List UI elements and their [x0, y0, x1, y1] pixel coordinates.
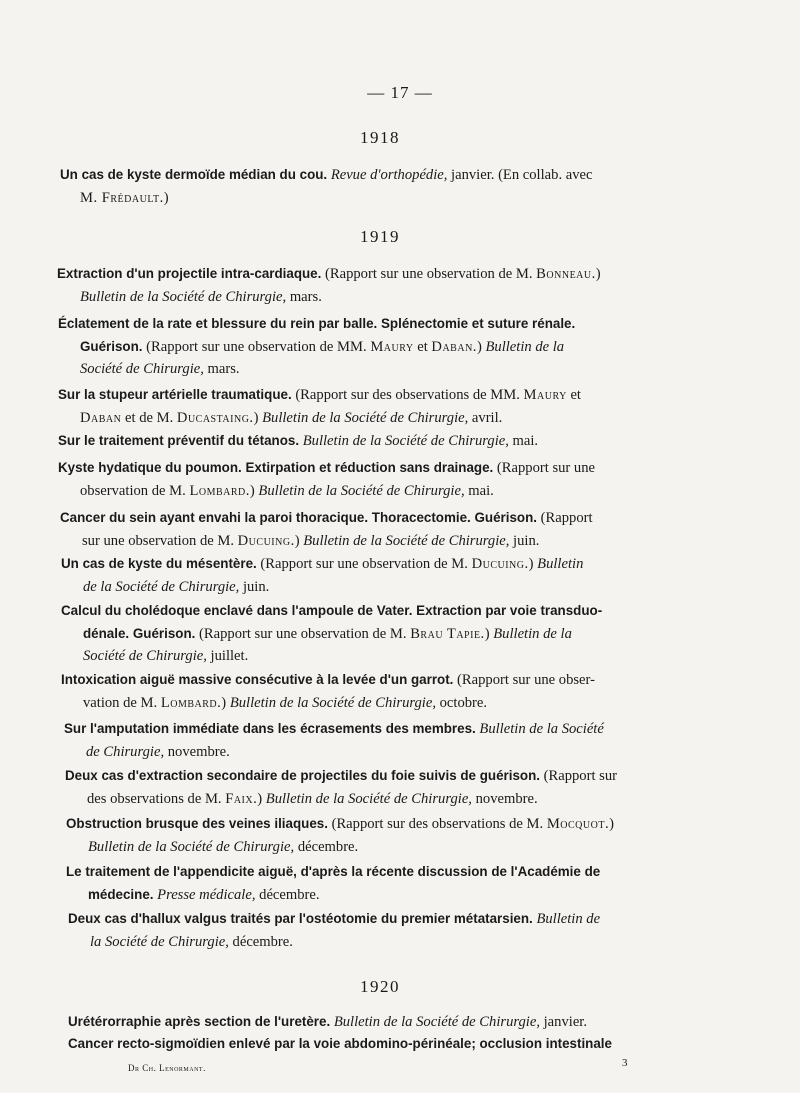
entry-details: (Rapport sur des observations de M. — [327, 816, 547, 832]
entry-author: M. Frédault. — [80, 189, 164, 206]
entry-close: ) — [595, 266, 601, 282]
entry-details: (Rapport sur une — [493, 460, 595, 476]
entry-journal: Bulletin de la Société de Chirurgie, — [80, 288, 287, 305]
entry-title: Sur l'amputation immédiate dans les écrasements des membres. — [64, 721, 476, 736]
entry-date: janvier. — [539, 1014, 587, 1030]
year-heading-1918: 1918 — [360, 128, 400, 147]
entry-details: (Rapport sur une observation de MM. — [142, 338, 371, 355]
year-heading-1919: 1919 — [360, 227, 400, 246]
page-number: — 17 — — [367, 83, 433, 102]
bibliography-entry — [57, 263, 698, 308]
entry-date: novembre. — [164, 743, 230, 760]
entry-title: Deux cas d'extraction secondaire de projectiles du foie suivis de guérison. — [65, 768, 540, 783]
entry-journal: Bulletin de la — [489, 625, 572, 642]
entry-title: Urétérorraphie après section de l'uretère. — [68, 1014, 331, 1029]
entry-conjunction: et de M. — [121, 409, 177, 426]
entry-date: juillet. — [206, 648, 249, 665]
entry-date: avril. — [468, 409, 503, 426]
bibliography-entry — [58, 457, 698, 502]
entry-close: ) — [249, 482, 255, 499]
entry-journal: Bulletin de la Société de Chirurgie, — [254, 482, 465, 499]
entry-title: Calcul du cholédoque enclavé dans l'ampoule de Vater. Extraction par voie transduo- — [61, 603, 603, 618]
entry-title: Deux cas d'hallux valgus traités par l'ostéotomie du premier métatarsien. — [68, 911, 533, 926]
entry-journal: Presse médicale, — [153, 886, 256, 903]
entry-title: Sur la stupeur artérielle traumatique. — [58, 387, 292, 402]
entry-details: observation de M. — [80, 482, 190, 499]
bibliography-entry — [58, 384, 698, 429]
bibliography-entry — [66, 813, 698, 858]
entry-title: Un cas de kyste dermoïde médian du cou. — [60, 167, 328, 182]
year-heading-1920: 1920 — [360, 977, 400, 996]
bibliography-entry — [58, 313, 698, 381]
bibliography-entry — [68, 908, 698, 953]
entry-journal: Bulletin de la Société de Chirurgie, — [226, 694, 436, 711]
entry-author: Mocquot. — [546, 816, 610, 832]
entry-journal-continued: la Société de Chirurgie, — [90, 933, 229, 950]
entry-title: Cancer recto-sigmoïdien enlevé par la voie abdomino-périnéale; occlusion intestinale — [68, 1036, 612, 1051]
entry-details: vation de M. — [83, 694, 161, 711]
entry-title-continued: Guérison. — [80, 338, 143, 354]
bibliography-entry — [64, 718, 698, 763]
entry-details: janvier. (En collab. avec — [447, 167, 593, 183]
entry-title: Cancer du sein ayant envahi la paroi thoracique. Thoracectomie. Guérison. — [60, 510, 537, 525]
bibliography-entry — [61, 553, 698, 598]
bibliography-entry — [66, 861, 698, 906]
entry-author: Ducuing. — [471, 556, 529, 572]
bibliography-entry — [61, 669, 698, 714]
bibliography-entry — [68, 1033, 698, 1056]
entry-date: mai. — [508, 433, 539, 449]
entry-journal-continued: Société de Chirurgie, — [80, 361, 204, 378]
entry-author: Maury — [370, 338, 414, 355]
entry-close: ) — [253, 409, 259, 426]
entry-title-continued: dénale. Guérison. — [83, 625, 196, 641]
entry-title: Obstruction brusque des veines iliaques. — [66, 816, 328, 831]
bibliography-entry — [58, 430, 698, 453]
entry-date: décembre. — [255, 886, 320, 903]
entry-close: ) — [484, 625, 490, 642]
entry-journal-continued: de Chirurgie, — [86, 743, 165, 760]
entry-author: Ducastaing. — [176, 409, 254, 426]
signature-mark: 3 — [622, 1057, 628, 1069]
entry-close: ) — [221, 694, 227, 711]
entry-details: (Rapport sur une observation de M. — [256, 556, 472, 572]
entry-date: décembre. — [228, 933, 293, 950]
entry-title: Éclatement de la rate et blessure du rein par balle. Splénectomie et suture rénale. — [58, 316, 576, 331]
entry-title: Le traitement de l'appendicite aiguë, d'après la récente discussion de l'Académie de — [66, 864, 601, 879]
entry-author: Faix. — [225, 790, 258, 807]
entry-author: Lombard. — [189, 482, 250, 499]
entry-journal-continued: Société de Chirurgie, — [83, 648, 207, 665]
entry-details: (Rapport sur des observations de MM. — [291, 387, 524, 403]
entry-title: Sur le traitement préventif du tétanos. — [58, 433, 300, 448]
entry-author: Ducuing. — [237, 532, 295, 549]
bibliography-entry — [60, 164, 698, 209]
entry-title: Un cas de kyste du mésentère. — [61, 556, 257, 571]
entry-close: ) — [528, 556, 534, 572]
entry-journal: Bulletin de la Société de Chirurgie, — [88, 838, 295, 855]
entry-details: (Rapport sur une observation de M. — [195, 625, 411, 642]
entry-journal: Revue d'orthopédie, — [330, 167, 448, 183]
entry-author: Bonneau. — [536, 266, 596, 282]
entry-details: des observations de M. — [87, 790, 226, 807]
entry-date: mars. — [286, 288, 322, 305]
entry-conjunction: et — [566, 387, 581, 403]
entry-journal: Bulletin de la — [481, 338, 565, 355]
bibliography-entry — [68, 1011, 698, 1034]
entry-details: (Rapport sur — [539, 768, 617, 784]
entry-close: ) — [163, 189, 169, 206]
bibliography-entry — [60, 507, 698, 552]
entry-journal: Bulletin de la Société de Chirurgie, — [299, 433, 509, 449]
entry-close: ) — [609, 816, 614, 832]
entry-details: (Rapport sur une observation de M. — [321, 266, 537, 282]
entry-date: juin. — [239, 578, 270, 595]
entry-journal: Bulletin de la Société de Chirurgie, — [299, 532, 510, 549]
entry-conjunction: et — [413, 338, 432, 355]
entry-close: ) — [257, 790, 263, 807]
entry-author: Daban. — [431, 338, 477, 355]
entry-date: octobre. — [435, 694, 488, 711]
entry-journal: Bulletin de la Société de Chirurgie, — [262, 790, 472, 807]
entry-author: Lombard. — [160, 694, 222, 711]
entry-author: Brau Tapie. — [410, 625, 485, 642]
entry-date: novembre. — [471, 790, 538, 807]
entry-title-continued: médecine. — [88, 886, 154, 902]
bibliography-entry — [65, 765, 698, 810]
entry-details: sur une observation de M. — [82, 532, 238, 549]
entry-author: Daban — [80, 409, 122, 426]
entry-author: Maury — [523, 387, 567, 403]
entry-title: Extraction d'un projectile intra-cardiaque. — [57, 266, 322, 281]
footer-author: Dr Ch. Lenormant. — [128, 1063, 206, 1073]
entry-journal: Bulletin de — [532, 911, 601, 927]
entry-journal: Bulletin de la Société de Chirurgie, — [258, 409, 469, 426]
entry-details: (Rapport — [537, 510, 593, 526]
entry-journal: Bulletin — [533, 556, 584, 572]
entry-date: juin. — [509, 532, 540, 549]
entry-date: mai. — [464, 482, 494, 499]
entry-date: décembre. — [294, 838, 359, 855]
entry-journal: Bulletin de la Société de Chirurgie, — [330, 1014, 540, 1030]
entry-date: mars. — [203, 361, 240, 378]
bibliography-entry — [61, 600, 698, 668]
entry-journal: Bulletin de la Société — [475, 721, 604, 737]
entry-title: Intoxication aiguë massive consécutive à la levée d'un garrot. — [61, 672, 454, 687]
entry-close: ) — [476, 338, 482, 355]
entry-title: Kyste hydatique du poumon. Extirpation et réduction sans drainage. — [58, 460, 494, 475]
entry-close: ) — [294, 532, 300, 549]
entry-details: (Rapport sur une obser- — [453, 672, 595, 688]
entry-journal-continued: de la Société de Chirurgie, — [83, 578, 240, 595]
